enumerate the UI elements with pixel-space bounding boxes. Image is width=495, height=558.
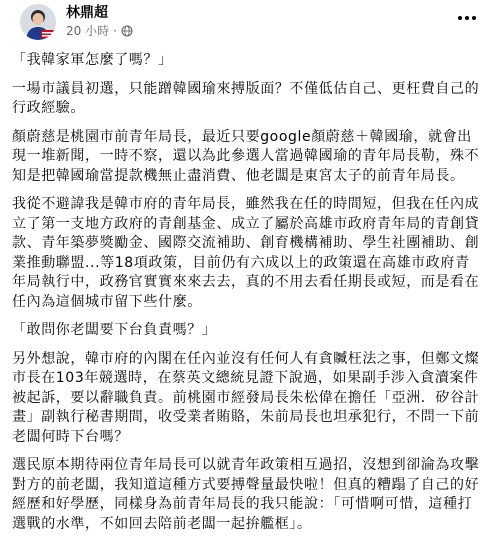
author-name[interactable]: 林鼎超 xyxy=(66,5,108,21)
post-paragraph: 一場市議員初選，只能蹭韓國瑜來搏版面？不僅低估自己、更枉費自己的行政經驗。 xyxy=(12,80,480,116)
post-paragraph-quote-1: 「我韓家軍怎麼了嗎？」 xyxy=(12,52,173,68)
meta-separator: · xyxy=(113,24,117,38)
post-meta xyxy=(66,23,133,39)
more-options-button[interactable] xyxy=(455,8,479,28)
author-avatar[interactable] xyxy=(20,4,56,40)
post-paragraph-quote-2: 「敢問你老闆要下台負責嗎？」 xyxy=(12,322,217,338)
globe-icon xyxy=(121,25,133,37)
post-body xyxy=(12,51,484,543)
post-header xyxy=(12,0,483,48)
post-paragraph: 顏蔚慈是桃園市前青年局長，最近只要google顏蔚慈＋韓國瑜，就會出現一堆新聞，一時不察，還以為此參選人當過韓國瑜的青年局長勒，殊不知是把韓國瑜當提款機無止盡消費、他老闆是東宮太子的前青年局長。 xyxy=(12,128,480,184)
more-options-icon xyxy=(457,15,477,21)
avatar-image xyxy=(20,4,56,40)
post-paragraph: 選民原本期待兩位青年局長可以就青年政策相互過招，沒想到卻淪為攻擊對方的前老闆，我知道這種方式要搏聲量最快啦！但真的糟蹋了自己的好經歷和好學歷，同樣身為前青年局長的我只能說：「可惜啊可惜，這種打選戰的水準，不如回去陪前老闆一起拚艦框」。 xyxy=(12,457,480,532)
post-paragraph: 我從不避諱我是韓市府的青年局長，雖然我在任的時間短，但我在任內成立了第一支地方政府的青創基金、成立了屬於高雄市政府青年局的青創貸款、青年築夢獎勵金、國際交流補助、創育機構補助、學生社團補助、創業推動聯盟...等18項政策，目前仍有六成以上的政策還在高雄市政府青年局執行中，政務官實實來來去去，真的不用去看任期長或短，而是看在任內為這個城市留下些什麼。 xyxy=(12,196,480,310)
post-timestamp[interactable]: 20 小時 xyxy=(66,24,110,38)
post-paragraph: 另外想說，韓市府的內閣在任內並沒有任何人有貪贓枉法之事，但鄭文燦市長在103年競選時，在蔡英文總統見證下說過，如果副手涉入貪瀆案件被起訴，要以辭職負責。前桃園市經發局長朱松偉在擔任「亞洲．矽谷計畫」副執行秘書期間，收受業者賄賂，朱前局長也坦承犯行，不問一下前老闆何時下台嗎？ xyxy=(12,350,480,445)
